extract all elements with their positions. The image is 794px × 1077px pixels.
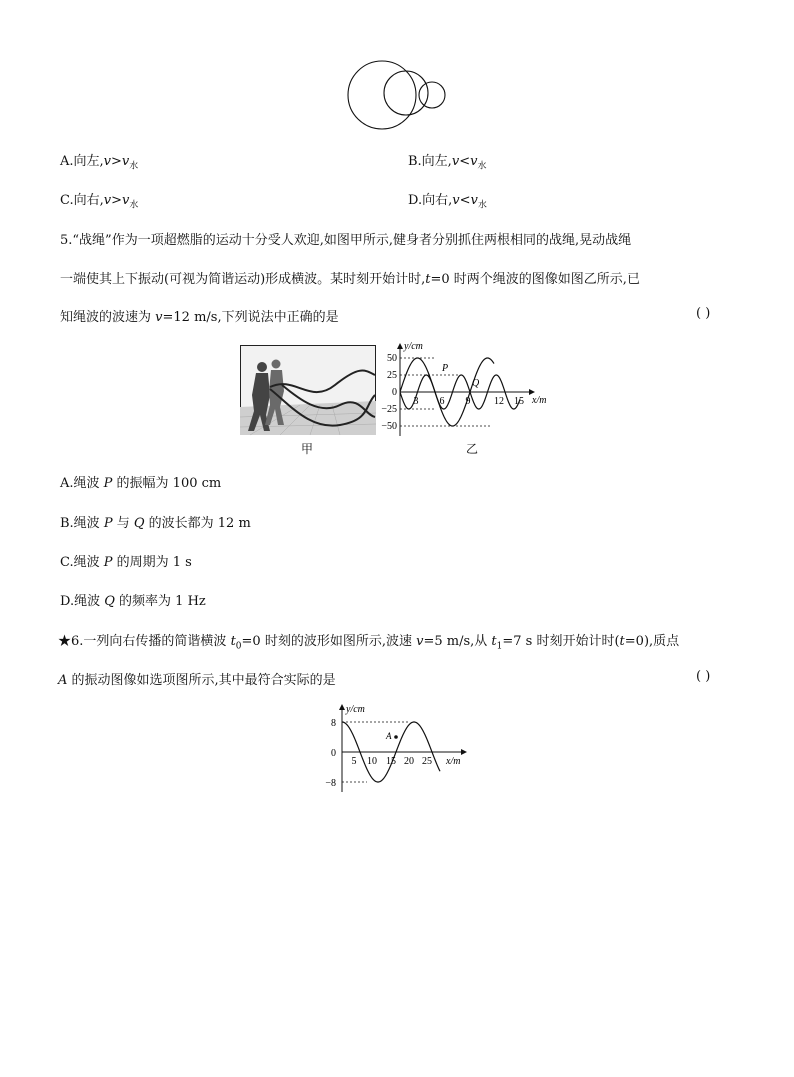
- label-P: P: [442, 363, 449, 374]
- q5-answer-paren: ( ): [696, 306, 711, 321]
- q5-x-tick: 3: [413, 396, 419, 407]
- q6-y-label: y/cm: [346, 704, 365, 715]
- small-circle: [419, 82, 445, 108]
- prev-option-d: D.向右$,v<v_水$: [408, 193, 487, 211]
- q5-y-tick: −50: [381, 421, 397, 432]
- q5-line2: 一端使其上下振动(可视为简谐运动)形成横波。某时刻开始计时,t=0 时两个绳波的图像如图乙所示,已: [60, 272, 640, 287]
- q5-option-c: C.绳波 P 的周期为 1 s: [60, 555, 192, 570]
- q6-y-tick: 0: [331, 748, 336, 759]
- q6-x-tick: 10: [367, 756, 377, 767]
- q6-x-label: x/m: [446, 756, 461, 767]
- medium-circle: [384, 71, 428, 115]
- q5-line1: 5.“战绳”作为一项超燃脂的运动十分受人欢迎,如图甲所示,健身者分别抓住两根相同的战绳,晃动战绳: [60, 233, 632, 248]
- q6-x-tick: 25: [422, 756, 432, 767]
- label-A: A: [386, 731, 392, 741]
- figure-jia-caption: 甲: [301, 442, 314, 456]
- q5-y-label: y/cm: [404, 341, 423, 352]
- q6-x-tick: 5: [351, 756, 357, 767]
- q5-option-d: D.绳波 Q 的频率为 1 Hz: [60, 594, 206, 609]
- q6-x-tick: 20: [404, 756, 414, 767]
- q5-option-a: A.绳波 P 的振幅为 100 cm: [60, 476, 222, 491]
- q5-x-tick: 15: [514, 396, 524, 407]
- q5-x-label: x/m: [532, 395, 547, 406]
- q6-line2: A 的振动图像如选项图所示,其中最符合实际的是: [58, 673, 336, 688]
- q5-y-tick: −25: [381, 404, 397, 415]
- prev-option-b: B.向左$,v<v_水$: [408, 154, 487, 172]
- q5-y-tick: 25: [387, 370, 397, 381]
- q5-y-tick: 0: [392, 387, 397, 398]
- q6-line1: ★6.一列向右传播的简谐横波 $t_0=0$ 时刻的波形如图所示,波速 v=5 m/s,从 $t_1=7$ s 时刻开始计时(t=0),质点: [58, 634, 680, 652]
- q5-x-tick: 9: [465, 396, 471, 407]
- prev-option-c: C.向右$,v>v_水$: [60, 193, 139, 211]
- q6-wave-graph: [320, 702, 470, 794]
- battle-rope-photo: [240, 345, 376, 435]
- q5-y-tick: 50: [387, 353, 397, 364]
- q5-line3: 知绳波的波速为 v=12 m/s,下列说法中正确的是: [60, 310, 339, 325]
- q5-x-tick: 6: [439, 396, 445, 407]
- q5-wave-graph: [376, 340, 547, 440]
- q6-y-tick: −8: [325, 778, 336, 789]
- label-Q: Q: [472, 378, 480, 389]
- q6-x-tick: 15: [386, 756, 396, 767]
- circles-figure: [340, 55, 460, 135]
- q6-y-tick: 8: [331, 718, 336, 729]
- figure-yi-caption: 乙: [466, 442, 479, 456]
- q5-x-tick: 12: [494, 396, 504, 407]
- star-icon: ★: [58, 634, 72, 649]
- q5-option-b: B.绳波 P 与 Q 的波长都为 12 m: [60, 516, 251, 531]
- q6-answer-paren: ( ): [696, 669, 711, 684]
- point-A: [394, 735, 398, 739]
- prev-option-a: A.向左$,v>v_水$: [60, 154, 139, 172]
